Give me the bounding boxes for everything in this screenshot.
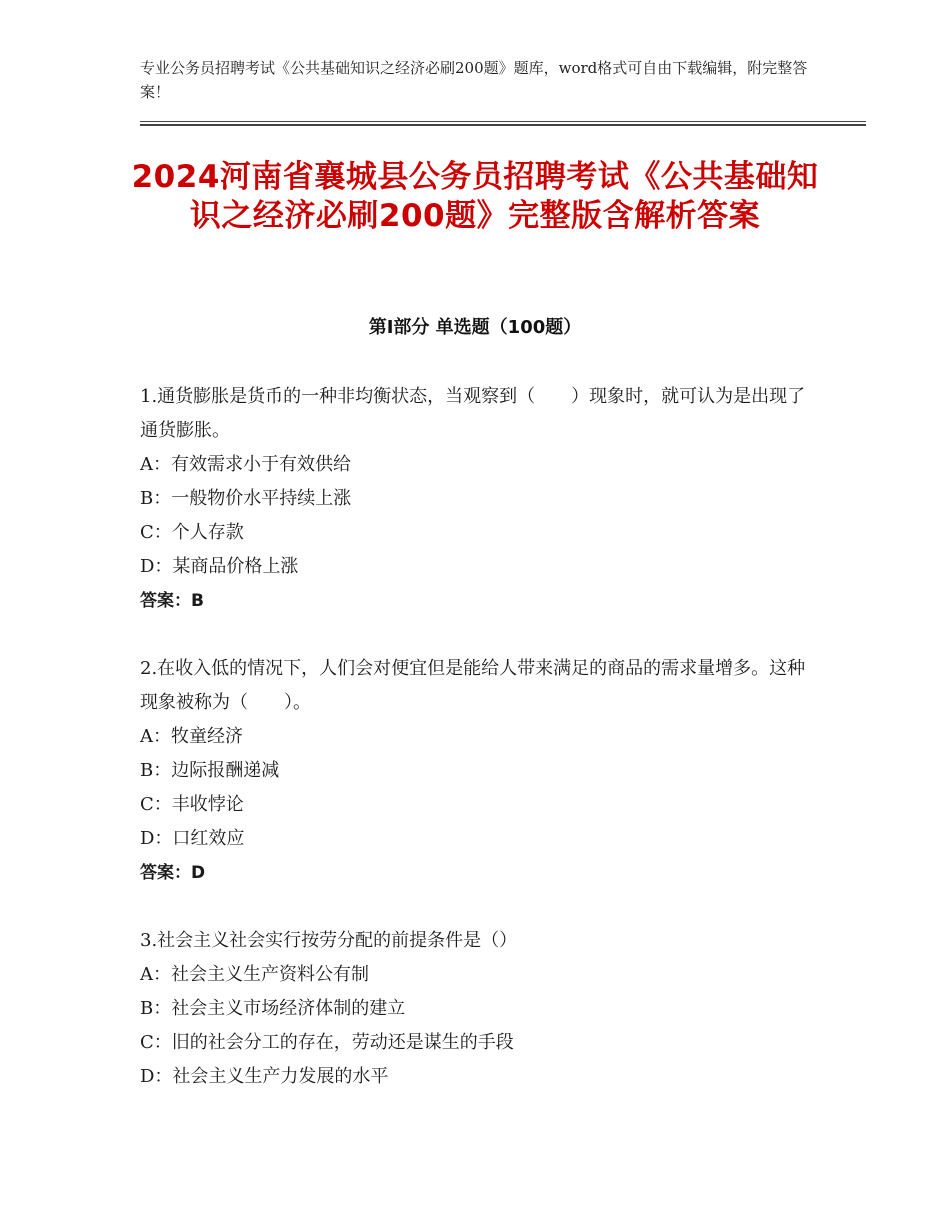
section-heading: 第I部分 单选题（100题） — [368, 317, 582, 338]
option-a: A：有效需求小于有效供给 — [140, 454, 351, 475]
option-a: A：牧童经济 — [140, 726, 243, 747]
header-note: 专业公务员招聘考试《公共基础知识之经济必刷200题》题库，word格式可自由下载编辑，附完整答案！ — [140, 59, 808, 101]
question-3 — [140, 924, 820, 1094]
option-b: B：边际报酬递减 — [140, 760, 280, 781]
option-d: D：口红效应 — [140, 828, 245, 849]
option-b: B：一般物价水平持续上涨 — [140, 488, 352, 509]
option-c: C：丰收悖论 — [140, 794, 244, 815]
option-b: B：社会主义市场经济体制的建立 — [140, 998, 406, 1019]
question-stem: 2.在收入低的情况下，人们会对便宜但是能给人带来满足的商品的需求量增多。这种现象被称为（ ）。 — [140, 658, 806, 713]
option-d: D：某商品价格上涨 — [140, 556, 299, 577]
header-divider-thick — [140, 124, 866, 126]
option-a: A：社会主义生产资料公有制 — [140, 964, 369, 985]
option-d: D：社会主义生产力发展的水平 — [140, 1066, 389, 1087]
question-1 — [140, 380, 820, 618]
header-divider-thin — [140, 121, 866, 122]
document-title: 2024河南省襄城县公务员招聘考试《公共基础知识之经济必刷200题》完整版含解析答案 — [131, 159, 819, 234]
question-stem: 1.通货膨胀是货币的一种非均衡状态，当观察到（ ）现象时，就可认为是出现了通货膨胀。 — [140, 386, 806, 441]
answer-label: 答案：B — [140, 591, 204, 611]
question-stem: 3.社会主义社会实行按劳分配的前提条件是（） — [140, 930, 518, 951]
answer-label: 答案：D — [140, 863, 206, 883]
option-c: C：旧的社会分工的存在，劳动还是谋生的手段 — [140, 1032, 514, 1053]
option-c: C：个人存款 — [140, 522, 244, 543]
question-2 — [140, 652, 820, 890]
